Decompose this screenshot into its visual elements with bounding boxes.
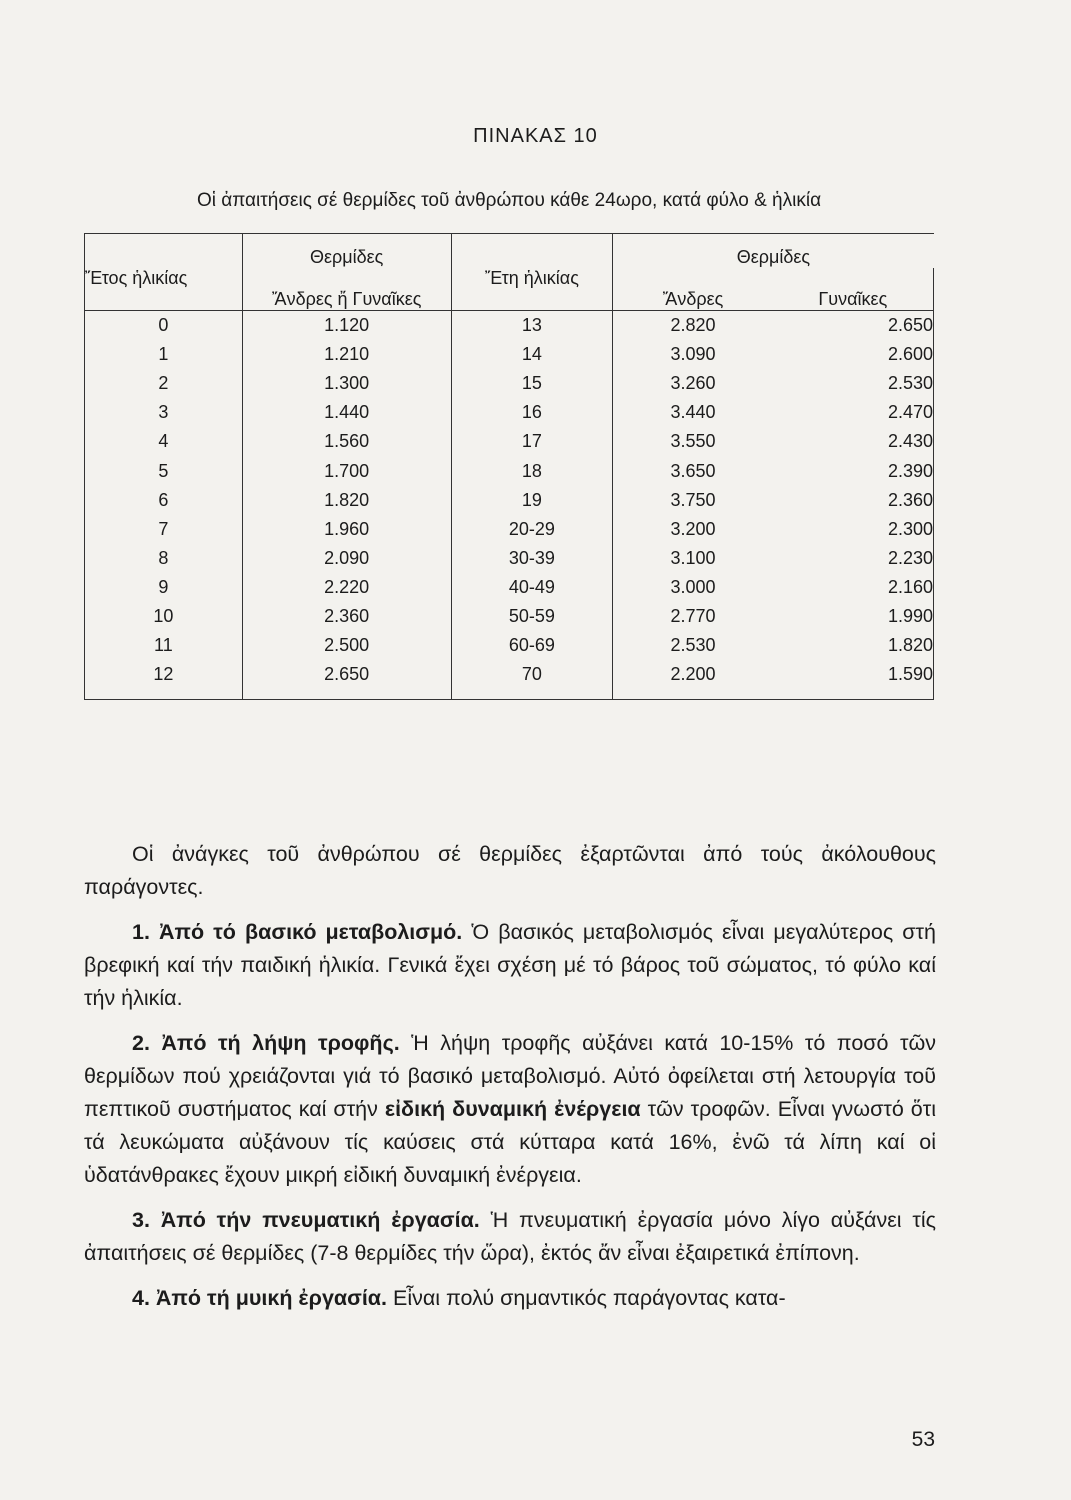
table-row bbox=[85, 602, 934, 631]
cell-women: 2.300 bbox=[773, 515, 934, 544]
table-caption: Οἱ ἀπαιτήσεις σέ θερμίδες τοῦ ἀνθρώπου κάθε 24ωρο, κατά φύλο & ἡλικία bbox=[196, 190, 822, 211]
factor-3-text: Ἡ πνευματική ἐργασία μόνο λίγο αὐξάνει τίς ἀπαιτήσεις σέ θερμίδες (7-8 θερμίδες τήν ὥρα), ἐκτός ἄν εἶναι ἐξαιρετικά ἐπίπονη. bbox=[84, 1208, 936, 1265]
cell-women: 2.430 bbox=[773, 427, 934, 456]
cell-age-child: 11 bbox=[85, 631, 243, 660]
cell-men: 3.100 bbox=[613, 544, 773, 573]
table-row bbox=[85, 573, 934, 602]
cell-women: 1.820 bbox=[773, 631, 934, 660]
cell-age-adult: 20-29 bbox=[451, 515, 613, 544]
cell-women: 2.360 bbox=[773, 486, 934, 515]
factor-4-heading: 4. Ἀπό τή μυική ἐργασία. bbox=[132, 1286, 387, 1310]
cell-women: 2.390 bbox=[773, 456, 934, 485]
cell-men: 2.530 bbox=[613, 631, 773, 660]
cell-age-child: 8 bbox=[85, 544, 243, 573]
cell-age-adult: 13 bbox=[451, 311, 613, 341]
table-row bbox=[85, 456, 934, 485]
cell-calories-child: 1.440 bbox=[242, 398, 451, 427]
cell-age-child: 7 bbox=[85, 515, 243, 544]
cell-age-adult: 16 bbox=[451, 398, 613, 427]
cell-age-child: 1 bbox=[85, 340, 243, 369]
header-calories-child: Θερμίδες bbox=[242, 234, 451, 269]
cell-age-child: 12 bbox=[85, 660, 243, 700]
cell-women: 2.530 bbox=[773, 369, 934, 398]
header-age-adult-top bbox=[451, 234, 613, 269]
cell-calories-child: 1.960 bbox=[242, 515, 451, 544]
cell-age-adult: 40-49 bbox=[451, 573, 613, 602]
header-men-or-women: Ἄνδρες ἤ Γυναῖκες bbox=[242, 268, 451, 311]
cell-calories-child: 2.500 bbox=[242, 631, 451, 660]
cell-calories-child: 2.090 bbox=[242, 544, 451, 573]
factor-1 bbox=[84, 916, 936, 1015]
header-women: Γυναῖκες bbox=[773, 268, 934, 311]
header-men: Ἄνδρες bbox=[613, 268, 773, 311]
table-row bbox=[85, 369, 934, 398]
cell-men: 3.000 bbox=[613, 573, 773, 602]
body-text bbox=[84, 838, 936, 1315]
header-calories-adult: Θερμίδες bbox=[613, 234, 934, 269]
factor-2-text-cont: τῶν τροφῶν. Εἶναι γνωστό ὅτι τά λευκώματα αὐξάνουν τίς καύσεις στά κύτταρα κατά 16%, ἐνῶ τά λίπη καί οἱ ὑδατάνθρακες ἔχουν μικρή εἰδική δυναμική ἐνέργεια. bbox=[84, 1097, 936, 1187]
cell-calories-child: 1.560 bbox=[242, 427, 451, 456]
cell-age-adult: 50-59 bbox=[451, 602, 613, 631]
header-age-child-top bbox=[85, 234, 243, 269]
cell-men: 2.820 bbox=[613, 311, 773, 341]
cell-women: 2.160 bbox=[773, 573, 934, 602]
calorie-table bbox=[84, 233, 934, 700]
factor-4 bbox=[84, 1282, 936, 1315]
header-age-child: Ἔτος ἡλικίας bbox=[85, 268, 243, 311]
cell-men: 2.770 bbox=[613, 602, 773, 631]
cell-women: 2.470 bbox=[773, 398, 934, 427]
table-row bbox=[85, 515, 934, 544]
table-row bbox=[85, 311, 934, 341]
table-row bbox=[85, 427, 934, 456]
cell-age-adult: 18 bbox=[451, 456, 613, 485]
table-row bbox=[85, 544, 934, 573]
cell-age-child: 0 bbox=[85, 311, 243, 341]
cell-age-adult: 17 bbox=[451, 427, 613, 456]
table-row bbox=[85, 486, 934, 515]
cell-women: 2.230 bbox=[773, 544, 934, 573]
cell-calories-child: 1.300 bbox=[242, 369, 451, 398]
cell-age-adult: 19 bbox=[451, 486, 613, 515]
cell-men: 3.260 bbox=[613, 369, 773, 398]
cell-calories-child: 2.220 bbox=[242, 573, 451, 602]
table-row bbox=[85, 631, 934, 660]
cell-age-adult: 60-69 bbox=[451, 631, 613, 660]
cell-age-adult: 14 bbox=[451, 340, 613, 369]
table-row bbox=[85, 398, 934, 427]
cell-calories-child: 1.210 bbox=[242, 340, 451, 369]
factor-1-heading: 1. Ἀπό τό βασικό μεταβολισμό. bbox=[132, 920, 463, 944]
cell-men: 3.550 bbox=[613, 427, 773, 456]
cell-men: 3.090 bbox=[613, 340, 773, 369]
cell-age-child: 4 bbox=[85, 427, 243, 456]
cell-calories-child: 2.650 bbox=[242, 660, 451, 700]
cell-age-child: 3 bbox=[85, 398, 243, 427]
factor-2 bbox=[84, 1027, 936, 1192]
cell-calories-child: 2.360 bbox=[242, 602, 451, 631]
cell-age-adult: 15 bbox=[451, 369, 613, 398]
cell-calories-child: 1.120 bbox=[242, 311, 451, 341]
cell-women: 1.590 bbox=[773, 660, 934, 700]
factor-2-heading: 2. Ἀπό τή λήψη τροφῆς. bbox=[132, 1031, 400, 1055]
cell-calories-child: 1.820 bbox=[242, 486, 451, 515]
cell-age-child: 10 bbox=[85, 602, 243, 631]
factor-3-heading: 3. Ἀπό τήν πνευματική ἐργασία. bbox=[132, 1208, 480, 1232]
factor-2-bold-term: εἰδική δυναμική ἐνέργεια bbox=[384, 1097, 641, 1121]
cell-age-child: 9 bbox=[85, 573, 243, 602]
cell-age-child: 2 bbox=[85, 369, 243, 398]
intro-paragraph: Οἱ ἀνάγκες τοῦ ἀνθρώπου σέ θερμίδες ἐξαρτῶνται ἀπό τούς ἀκόλουθους παράγοντες. bbox=[84, 842, 936, 899]
cell-men: 3.650 bbox=[613, 456, 773, 485]
cell-calories-child: 1.700 bbox=[242, 456, 451, 485]
cell-men: 3.440 bbox=[613, 398, 773, 427]
header-age-adult: Ἔτη ἡλικίας bbox=[451, 268, 613, 311]
factor-4-text: Εἶναι πολύ σημαντικός παράγοντας κατα- bbox=[387, 1286, 786, 1310]
cell-age-child: 5 bbox=[85, 456, 243, 485]
table-row bbox=[85, 660, 934, 700]
factor-2-text: Ἡ λήψη τροφῆς αὐξάνει κατά 10-15% τό ποσό τῶν θερμίδων πού χρειάζονται γιά τό βασικό μεταβολισμό. Αὐτό ὀφείλεται στή λετουργία τοῦ πεπτικοῦ συστήματος καί στήν bbox=[84, 1031, 936, 1121]
cell-men: 2.200 bbox=[613, 660, 773, 700]
cell-men: 3.750 bbox=[613, 486, 773, 515]
cell-age-child: 6 bbox=[85, 486, 243, 515]
table-title: ΠΙΝΑΚΑΣ 10 bbox=[473, 125, 598, 147]
cell-age-adult: 70 bbox=[451, 660, 613, 700]
factor-3 bbox=[84, 1204, 936, 1270]
cell-women: 2.600 bbox=[773, 340, 934, 369]
cell-women: 1.990 bbox=[773, 602, 934, 631]
cell-women: 2.650 bbox=[773, 311, 934, 341]
cell-age-adult: 30-39 bbox=[451, 544, 613, 573]
cell-men: 3.200 bbox=[613, 515, 773, 544]
table-row bbox=[85, 340, 934, 369]
page-number: 53 bbox=[911, 1428, 935, 1451]
factor-1-text: Ὁ βασικός μεταβολισμός εἶναι μεγαλύτερος στή βρεφική καί τήν παιδική ἡλικία. Γενικά ἔχει σχέση μέ τό βάρος τοῦ σώματος, τό φύλο καί τήν ἡλικία. bbox=[84, 920, 936, 1010]
